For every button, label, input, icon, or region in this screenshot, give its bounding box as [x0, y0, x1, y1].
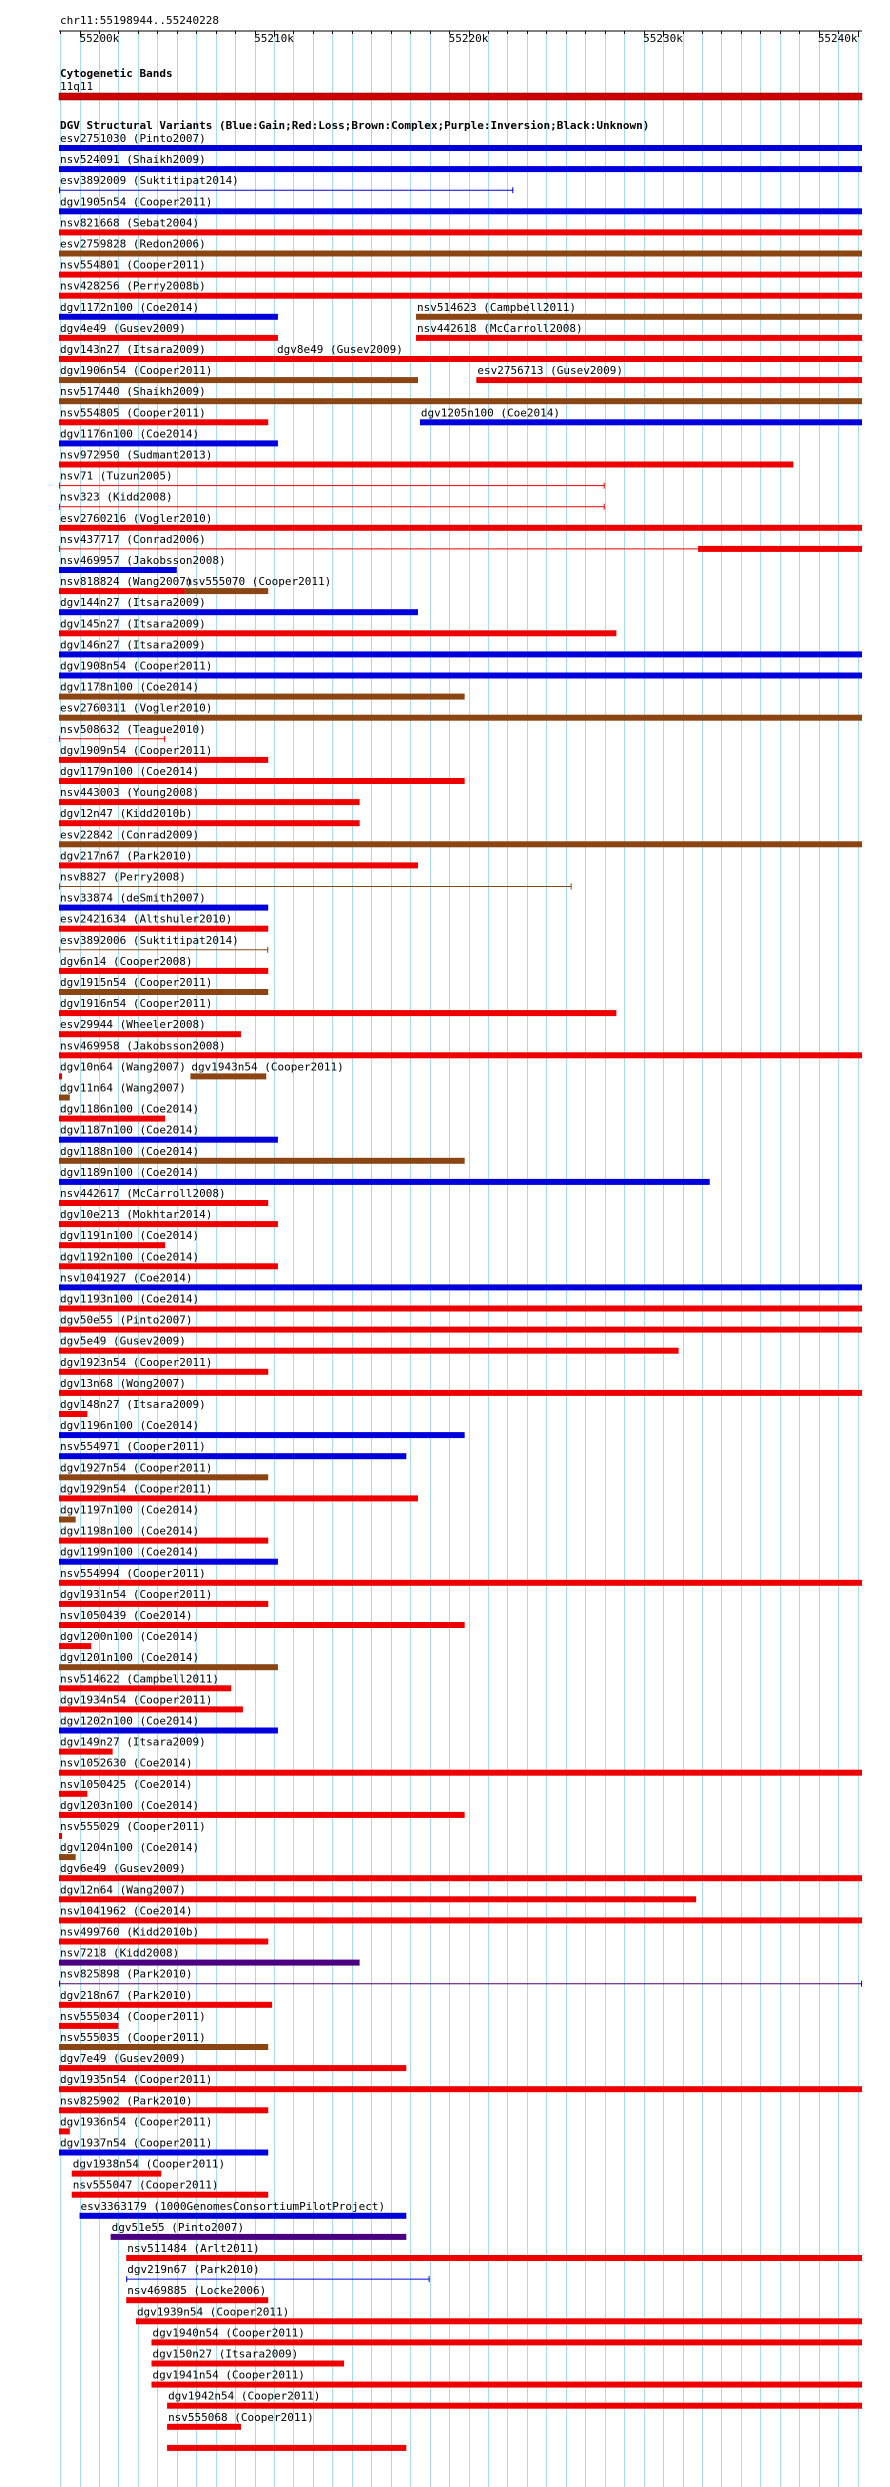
sv-feature-label: dgv1941n54 (Cooper2011) [152, 2368, 305, 2382]
sv-feature-bar[interactable] [59, 1580, 862, 1586]
sv-feature-bar[interactable] [59, 314, 278, 320]
sv-feature-label: dgv1203n100 (Coe2014) [60, 1798, 200, 1812]
sv-feature-label: dgv146n27 (Itsara2009) [60, 638, 206, 652]
sv-feature-label: dgv1189n100 (Coe2014) [60, 1165, 200, 1179]
sv-feature-label: nsv511484 (Arlt2011) [127, 2242, 260, 2255]
sv-feature-bar[interactable] [59, 251, 862, 257]
sv-feature-bar[interactable] [59, 1052, 862, 1058]
sv-feature-label: dgv12n64 (Wang2007) [60, 1883, 186, 1897]
sv-feature-label: dgv217n67 (Park2010) [60, 849, 193, 863]
sv-feature-label: dgv12n47 (Kidd2010b) [60, 807, 193, 821]
tick-label: 55220k [448, 32, 489, 45]
sv-feature-bar[interactable] [59, 1517, 76, 1523]
sv-feature-label: dgv218n67 (Park2010) [60, 1988, 193, 2002]
sv-feature-label: dgv1204n100 (Coe2014) [60, 1841, 200, 1855]
sv-feature-label: dgv1198n100 (Coe2014) [60, 1524, 200, 1538]
sv-feature-label: esv2756713 (Gusev2009) [477, 364, 624, 378]
sv-feature-label: nsv1052630 (Coe2014) [60, 1756, 193, 1770]
sv-feature-label: esv2760216 (Vogler2010) [60, 511, 213, 525]
sv-feature-bar[interactable] [59, 2023, 118, 2029]
cytoband-track-title: Cytogenetic Bands [60, 67, 173, 80]
sv-feature-bar[interactable] [59, 1390, 862, 1396]
sv-feature-bar[interactable] [59, 989, 268, 995]
sv-feature-bar[interactable] [276, 356, 862, 362]
sv-feature-label: nsv443003 (Young2008) [60, 786, 200, 800]
sv-feature-bar[interactable] [59, 694, 465, 700]
sv-feature-label: dgv1202n100 (Coe2014) [60, 1714, 200, 1728]
sv-feature-bar[interactable] [59, 1770, 862, 1776]
sv-feature-bar[interactable] [59, 2086, 862, 2092]
ruler-ticks [61, 31, 859, 45]
sv-feature-bar[interactable] [59, 862, 418, 868]
sv-feature-bar[interactable] [416, 335, 862, 341]
sv-feature-label: nsv1041962 (Coe2014) [60, 1904, 193, 1918]
sv-feature-label: dgv1179n100 (Coe2014) [60, 765, 200, 778]
sv-feature-label: nsv972950 (Sudmant2013) [60, 448, 213, 462]
sv-feature-bar[interactable] [59, 1854, 76, 1860]
sv-feature-bar[interactable] [59, 1284, 862, 1290]
sv-feature-bar[interactable] [59, 841, 862, 847]
sv-feature-label: nsv508632 (Teague2010) [60, 722, 206, 736]
sv-feature-label: dgv1199n100 (Coe2014) [60, 1545, 200, 1559]
sv-feature-bar[interactable] [420, 419, 862, 425]
region-label: chr11:55198944..55240228 [60, 14, 219, 27]
sv-feature-label: dgv4e49 (Gusev2009) [60, 321, 186, 335]
sv-feature-label: dgv10n64 (Wang2007) [60, 1060, 186, 1074]
sv-feature-bar[interactable] [59, 1495, 418, 1501]
sv-feature-label: nsv514622 (Campbell2011) [60, 1672, 219, 1686]
sv-feature-bar[interactable] [167, 2445, 406, 2451]
sv-feature-label: dgv148n27 (Itsara2009) [60, 1398, 206, 1411]
sv-feature-bar[interactable] [126, 2255, 862, 2261]
sv-feature-bar[interactable] [185, 588, 269, 594]
sv-feature-bar[interactable] [59, 2002, 272, 2008]
sv-feature-label: nsv555034 (Cooper2011) [60, 2009, 206, 2023]
sv-feature-bar[interactable] [59, 1833, 62, 1839]
sv-feature-label: dgv219n67 (Park2010) [127, 2263, 260, 2277]
sv-feature-label: nsv442617 (McCarroll2008) [60, 1187, 226, 1200]
sv-feature-bar[interactable] [59, 1917, 862, 1923]
cytoband-bar[interactable] [59, 93, 862, 100]
sv-feature-bar[interactable] [59, 1453, 406, 1459]
sv-feature-label: dgv149n27 (Itsara2009) [60, 1735, 206, 1749]
sv-feature-bar[interactable] [59, 1643, 91, 1649]
sv-feature-bar[interactable] [59, 1137, 278, 1143]
sv-feature-label: nsv555029 (Cooper2011) [60, 1820, 206, 1833]
sv-feature-label: dgv1186n100 (Coe2014) [60, 1102, 200, 1116]
sv-feature-bar[interactable] [59, 1474, 268, 1480]
sv-feature-label: dgv8e49 (Gusev2009) [276, 343, 403, 356]
sv-feature-bar[interactable] [59, 1601, 268, 1607]
sv-feature-label: dgv1940n54 (Cooper2011) [152, 2326, 305, 2340]
sv-feature-label: dgv1937n54 (Cooper2011) [60, 2136, 213, 2150]
sv-feature-bar[interactable] [59, 926, 268, 932]
sv-feature-bar[interactable] [59, 229, 862, 235]
sv-feature-label: dgv1188n100 (Coe2014) [60, 1144, 200, 1158]
sv-feature-label: nsv517440 (Shaikh2009) [60, 385, 206, 399]
sv-feature-label: dgv1205n100 (Coe2014) [420, 406, 561, 420]
sv-feature-label: nsv71 (Tuzun2005) [60, 469, 173, 483]
sv-feature-label: nsv442618 (McCarroll2008) [417, 321, 583, 335]
sv-feature-label: dgv7e49 (Gusev2009) [60, 2052, 186, 2066]
sv-feature-label: esv3892009 (Suktitipat2014) [60, 174, 239, 188]
sv-feature-label: dgv1935n54 (Cooper2011) [60, 2073, 213, 2087]
sv-feature-label: dgv150n27 (Itsara2009) [152, 2347, 299, 2361]
sv-feature-label: nsv1050439 (Coe2014) [60, 1609, 193, 1622]
sv-feature-bar[interactable] [59, 1685, 231, 1691]
sv-feature-label: dgv1923n54 (Cooper2011) [60, 1355, 213, 1369]
sv-feature-bar[interactable] [59, 1791, 87, 1797]
sv-feature-label: esv2759828 (Redon2006) [60, 237, 206, 251]
sv-feature-label: nsv555068 (Cooper2011) [168, 2410, 314, 2424]
sv-feature-bar[interactable] [59, 1538, 268, 1544]
sv-feature-label: nsv555035 (Cooper2011) [60, 2031, 206, 2044]
sv-feature-label: dgv1192n100 (Coe2014) [60, 1250, 200, 1264]
sv-feature-label: dgv1916n54 (Cooper2011) [60, 997, 213, 1011]
sv-feature-bar[interactable] [59, 1622, 465, 1628]
sv-feature-label: dgv144n27 (Itsara2009) [60, 596, 206, 610]
sv-feature-label: dgv1172n100 (Coe2014) [60, 300, 200, 314]
sv-feature-bar[interactable] [59, 272, 862, 278]
sv-feature-label: dgv1200n100 (Coe2014) [60, 1630, 200, 1644]
sv-feature-label: esv29944 (Wheeler2008) [60, 1018, 206, 1032]
tick-label: 55200k [79, 32, 120, 45]
sv-feature-label: nsv825902 (Park2010) [60, 2094, 193, 2108]
sv-feature-label: dgv1906n54 (Cooper2011) [60, 364, 213, 378]
sv-feature-bar[interactable] [59, 419, 268, 425]
sv-feature-bar[interactable] [698, 546, 862, 552]
sv-feature-label: dgv143n27 (Itsara2009) [60, 343, 206, 356]
sv-feature-label: dgv1905n54 (Cooper2011) [60, 195, 213, 209]
sv-track-title: DGV Structural Variants (Blue:Gain;Red:Loss;Brown:Complex;Purple:Inversion;Black:Unknown) [60, 119, 650, 132]
sv-feature-label: dgv1927n54 (Cooper2011) [60, 1461, 213, 1475]
sv-feature-label: nsv821668 (Sebat2004) [60, 216, 200, 230]
sv-feature-bar[interactable] [152, 2382, 862, 2388]
sv-feature-bar[interactable] [59, 1749, 113, 1755]
sv-feature-bar[interactable] [59, 166, 862, 172]
sv-feature-label: dgv1197n100 (Coe2014) [60, 1503, 200, 1517]
sv-feature-label: nsv818824 (Wang2007) [60, 575, 193, 589]
sv-feature-bar[interactable] [126, 2297, 268, 2303]
sv-feature-bar[interactable] [136, 2318, 862, 2324]
sv-feature-label: dgv50e55 (Pinto2007) [60, 1313, 193, 1327]
sv-feature-bar[interactable] [59, 567, 177, 573]
sv-feature-bar[interactable] [59, 1960, 360, 1966]
sv-feature-bar[interactable] [59, 757, 268, 763]
sv-feature-bar[interactable] [59, 630, 616, 636]
sv-feature-label: dgv6e49 (Gusev2009) [60, 1862, 186, 1876]
sv-feature-bar[interactable] [59, 1896, 696, 1902]
sv-feature-label: nsv554994 (Cooper2011) [60, 1566, 206, 1580]
sv-feature-bar[interactable] [59, 1073, 62, 1079]
sv-feature-bar[interactable] [59, 1221, 278, 1227]
sv-feature-bar[interactable] [59, 820, 360, 826]
sv-feature-bar[interactable] [59, 1116, 165, 1122]
sv-feature-bar[interactable] [476, 377, 862, 383]
sv-feature-label: esv3892006 (Suktitipat2014) [60, 933, 239, 947]
sv-feature-label: dgv10e213 (Mokhtar2014) [60, 1208, 213, 1222]
tick-label: 55210k [254, 32, 294, 45]
sv-feature-label: nsv554971 (Cooper2011) [60, 1440, 206, 1454]
sv-feature-bar[interactable] [59, 440, 278, 446]
sv-feature-label: nsv554801 (Cooper2011) [60, 258, 206, 272]
sv-feature-label: dgv1915n54 (Cooper2011) [60, 976, 213, 989]
sv-feature-bar[interactable] [59, 609, 418, 615]
sv-feature-bar[interactable] [59, 1875, 862, 1881]
sv-feature-label: dgv6n14 (Cooper2008) [60, 954, 193, 968]
sv-feature-label: dgv1908n54 (Cooper2011) [60, 659, 213, 673]
sv-feature-bar[interactable] [59, 398, 862, 404]
sv-feature-bar[interactable] [59, 525, 862, 531]
sv-feature-bar[interactable] [59, 356, 276, 362]
sv-feature-label: nsv8827 (Perry2008) [60, 870, 186, 884]
sv-feature-bar[interactable] [59, 2044, 268, 2050]
sv-feature-bar[interactable] [59, 1010, 616, 1016]
sv-feature-bar[interactable] [167, 2424, 241, 2430]
sv-feature-label: dgv11n64 (Wang2007) [60, 1081, 186, 1095]
sv-feature-bar[interactable] [59, 462, 793, 468]
sv-feature-bar[interactable] [59, 673, 862, 679]
sv-feature-label: dgv1942n54 (Cooper2011) [168, 2389, 321, 2403]
sv-feature-label: dgv1196n100 (Coe2014) [60, 1419, 200, 1433]
sv-feature-bar[interactable] [190, 1073, 266, 1079]
sv-feature-bar[interactable] [59, 1095, 70, 1101]
sv-feature-label: nsv323 (Kidd2008) [60, 490, 173, 504]
sv-feature-bar[interactable] [59, 715, 862, 721]
sv-feature-label: dgv1931n54 (Cooper2011) [60, 1587, 213, 1601]
sv-feature-bar[interactable] [59, 1728, 278, 1734]
sv-feature-label: dgv1909n54 (Cooper2011) [60, 743, 213, 757]
sv-feature-label: dgv1939n54 (Cooper2011) [136, 2305, 290, 2319]
sv-feature-label: dgv1201n100 (Coe2014) [60, 1651, 200, 1665]
sv-feature-bar[interactable] [59, 1812, 465, 1818]
sv-feature-label: nsv428256 (Perry2008b) [60, 279, 206, 293]
sv-feature-bar[interactable] [59, 1179, 710, 1185]
sv-feature-label: dgv13n68 (Wong2007) [60, 1376, 186, 1390]
sv-feature-label: dgv1191n100 (Coe2014) [60, 1229, 200, 1243]
sv-feature-label: dgv1934n54 (Cooper2011) [60, 1693, 213, 1707]
sv-feature-label: esv3363179 (1000GenomesConsortiumPilotProject) [80, 2199, 386, 2213]
sv-feature-label: esv2751030 (Pinto2007) [60, 132, 206, 145]
sv-feature-bar[interactable] [59, 588, 185, 594]
sv-feature-bar[interactable] [59, 1327, 862, 1333]
sv-feature-bar[interactable] [59, 1031, 241, 1037]
sv-feature-label: dgv1943n54 (Cooper2011) [191, 1060, 344, 1074]
sv-feature-bar[interactable] [416, 314, 862, 320]
sv-feature-label: dgv1938n54 (Cooper2011) [72, 2157, 226, 2171]
sv-feature-bar[interactable] [72, 2192, 268, 2198]
sv-feature-bar[interactable] [152, 2339, 862, 2345]
sv-feature-bar[interactable] [59, 208, 862, 214]
sv-feature-label: nsv524091 (Shaikh2009) [60, 153, 206, 167]
sv-feature-bar[interactable] [59, 651, 862, 657]
sv-feature-bar[interactable] [59, 1369, 268, 1375]
sv-feature-bar[interactable] [59, 1348, 679, 1354]
sv-feature-label: nsv1041927 (Coe2014) [60, 1271, 193, 1285]
sv-feature-bar[interactable] [59, 1432, 465, 1438]
sv-feature-label: dgv1929n54 (Cooper2011) [60, 1482, 213, 1496]
sv-feature-label: nsv555070 (Cooper2011) [185, 575, 332, 589]
sv-feature-bar[interactable] [72, 2171, 161, 2177]
sv-feature-bar[interactable] [59, 2065, 406, 2071]
sv-feature-label: esv22842 (Conrad2009) [60, 828, 200, 842]
sv-feature-bar[interactable] [59, 1306, 862, 1312]
sv-feature-bar[interactable] [59, 1200, 268, 1206]
sv-feature-bar[interactable] [59, 1559, 278, 1565]
sv-feature-label: dgv51e55 (Pinto2007) [111, 2220, 245, 2234]
sv-feature-bar[interactable] [59, 968, 268, 974]
sv-feature-label: nsv555047 (Cooper2011) [72, 2178, 219, 2192]
sv-feature-label: nsv33874 (deSmith2007) [60, 891, 206, 905]
cytoband-label: 11q11 [60, 80, 94, 93]
sv-feature-bar[interactable] [111, 2234, 407, 2240]
sv-feature-label: esv2421634 (Altshuler2010) [60, 912, 233, 926]
sv-feature-label: nsv499760 (Kidd2010b) [60, 1925, 200, 1939]
sv-feature-bar[interactable] [59, 377, 418, 383]
sv-feature-bar[interactable] [59, 1664, 278, 1670]
sv-feature-bar[interactable] [59, 2150, 268, 2156]
sv-feature-label: dgv5e49 (Gusev2009) [60, 1334, 186, 1348]
sv-feature-bar[interactable] [59, 1411, 87, 1417]
sv-feature-label: nsv469958 (Jakobsson2008) [60, 1039, 226, 1053]
tick-label: 55230k [643, 32, 683, 45]
sv-feature-label: esv2760311 (Vogler2010) [60, 701, 213, 715]
sv-feature-bar[interactable] [59, 1242, 165, 1248]
sv-feature-label: nsv554805 (Cooper2011) [60, 406, 206, 420]
sv-feature-bar[interactable] [152, 2361, 345, 2367]
sv-feature-label: dgv1176n100 (Coe2014) [60, 427, 200, 441]
sv-feature-label: nsv469885 (Locke2006) [127, 2284, 267, 2298]
sv-feature-label: nsv437717 (Conrad2006) [60, 532, 206, 546]
sv-feature-bar[interactable] [59, 2128, 70, 2134]
sv-feature-label: nsv1050425 (Coe2014) [60, 1777, 193, 1791]
sv-feature-label: dgv1193n100 (Coe2014) [60, 1292, 200, 1306]
sv-feature-bar[interactable] [59, 2107, 268, 2113]
sv-feature-bar[interactable] [59, 1263, 278, 1269]
sv-feature-label: dgv1936n54 (Cooper2011) [60, 2115, 213, 2129]
sv-feature-bar[interactable] [59, 905, 268, 911]
sv-feature-label: dgv145n27 (Itsara2009) [60, 617, 206, 631]
sv-feature-label: nsv469957 (Jakobsson2008) [60, 554, 226, 567]
sv-feature-label: nsv514623 (Campbell2011) [417, 300, 576, 314]
sv-feature-bar[interactable] [59, 778, 465, 784]
tick-label: 55240k [817, 32, 858, 45]
sv-feature-label: nsv7218 (Kidd2008) [60, 1946, 180, 1960]
sv-feature-bar[interactable] [59, 293, 862, 299]
sv-feature-bar[interactable] [59, 145, 862, 151]
sv-feature-bar[interactable] [59, 1939, 268, 1945]
sv-feature-bar[interactable] [59, 1706, 243, 1712]
sv-feature-bar[interactable] [59, 1158, 465, 1164]
sv-feature-bar[interactable] [59, 799, 360, 805]
sv-feature-bar[interactable] [80, 2213, 407, 2219]
sv-feature-label: dgv1187n100 (Coe2014) [60, 1123, 200, 1137]
sv-feature-label: dgv1178n100 (Coe2014) [60, 680, 200, 694]
sv-feature-bar[interactable] [59, 335, 278, 341]
sv-feature-bar[interactable] [167, 2403, 862, 2409]
sv-feature-label: nsv825898 (Park2010) [60, 1967, 193, 1981]
